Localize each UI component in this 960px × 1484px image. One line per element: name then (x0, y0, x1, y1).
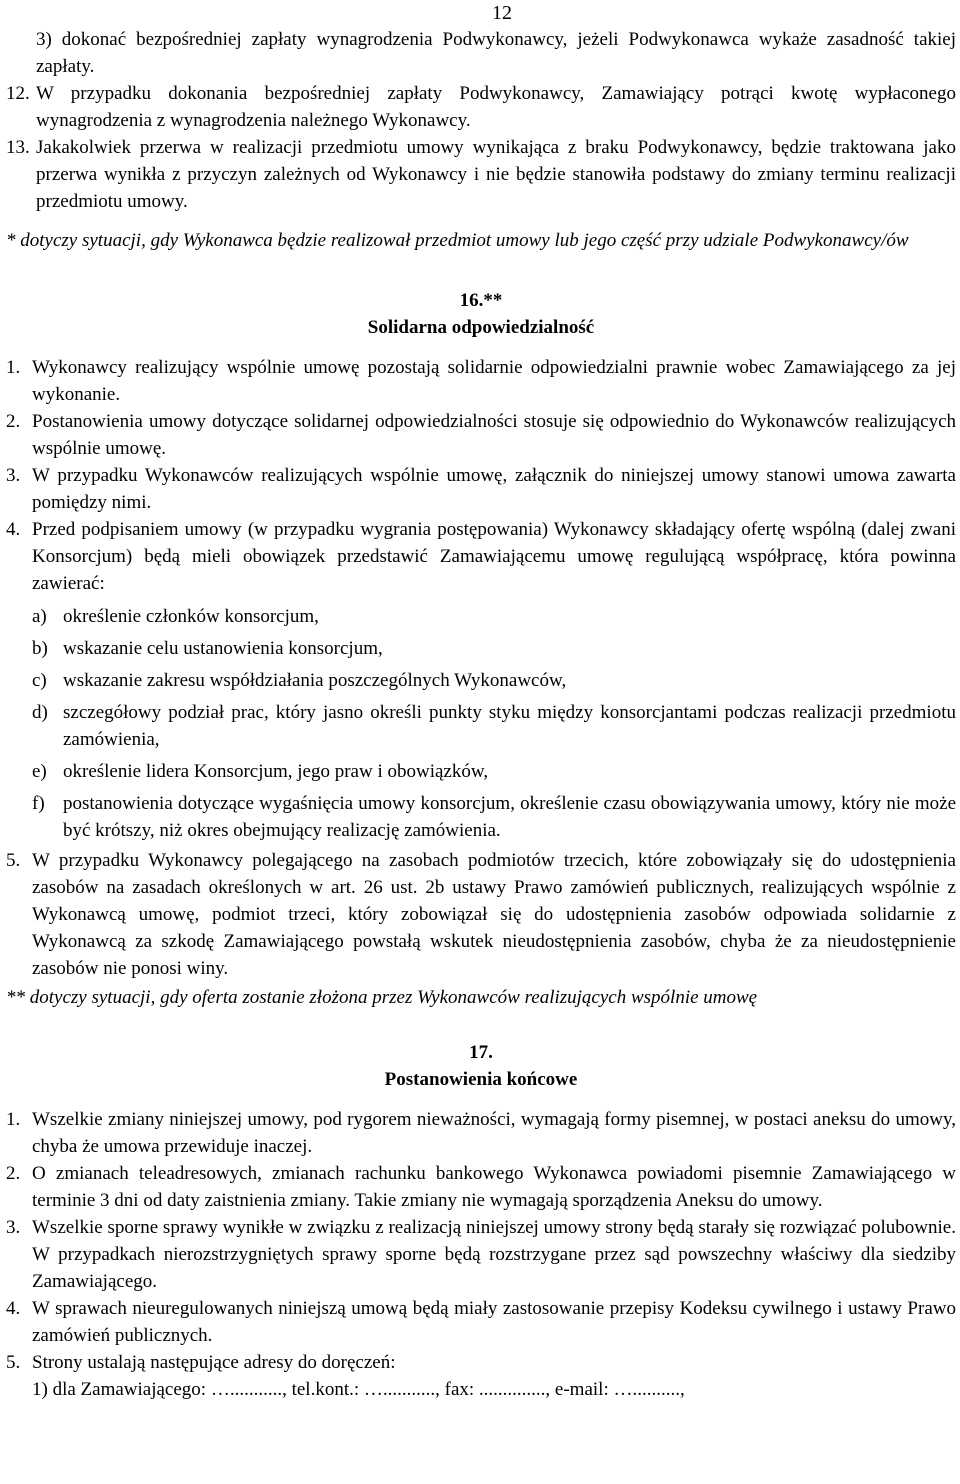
item-number: 13. (6, 137, 30, 158)
item-text: O zmianach teleadresowych, zmianach rachunku bankowego Wykonawca powiadomi pisemnie Zamawiającego w terminie 3 dni od daty zaistnienia zmiany. Takie zmiany nie wymagają sporządzenia Aneksu do umowy. (32, 1163, 956, 1211)
sub-item-text: wskazanie zakresu współdziałania poszczególnych Wykonawców, (63, 670, 567, 691)
sub-list-item (32, 603, 956, 630)
section-17-title: Postanowienia końcowe (384, 1069, 578, 1090)
sub-item-text: szczegółowy podział prac, który jasno określi punkty styku między konsorcjantami podczas realizacji przedmiotu zamówienia, (63, 702, 956, 750)
address-line-text: 1) dla Zamawiającego: …..........., tel.kont.: …..........., fax: .............., e-mail: ….........., (32, 1379, 685, 1400)
list-item (6, 134, 956, 215)
section-16-title: Solidarna odpowiedzialność (367, 317, 595, 338)
list-item (6, 80, 956, 134)
section-17-number: 17. (469, 1042, 493, 1063)
item-text: Jakakolwiek przerwa w realizacji przedmiotu umowy wynikająca z braku Podwykonawcy, będzie traktowana jako przerwa wynikła z przyczyn zależnych od Wykonawcy i nie będzie stanowiła podstawy do zmiany terminu realizacji przedmiotu umowy. (36, 137, 956, 212)
item-number: 3. (6, 465, 21, 486)
list-item (6, 26, 956, 80)
item-text: W przypadku Wykonawców realizujących wspólnie umowę, załącznik do niniejszej umowy stanowi umowa zawarta pomiędzy nimi. (32, 465, 956, 513)
list-item (6, 1349, 956, 1376)
sub-item-letter: d) (32, 702, 48, 723)
item-number: 12. (6, 83, 30, 104)
item-number: 5. (6, 1352, 21, 1373)
list-item (6, 1214, 956, 1295)
item-number: 4. (6, 1298, 21, 1319)
item-number: 2. (6, 411, 21, 432)
item-text: W sprawach nieuregulowanych niniejszą umową będą miały zastosowanie przepisy Kodeksu cywilnego i ustawy Prawo zamówień publicznych. (32, 1298, 956, 1346)
item-number: 1. (6, 1109, 21, 1130)
page-number: 12 (492, 2, 512, 24)
list-item (6, 462, 956, 516)
list-item (6, 408, 956, 462)
address-line (6, 1376, 956, 1403)
list-item (6, 516, 956, 597)
sub-item-letter: e) (32, 761, 47, 782)
sub-list-item (32, 790, 956, 844)
item-number: 3. (6, 1217, 21, 1238)
sub-item-letter: c) (32, 670, 47, 691)
sub-list-item (32, 635, 956, 662)
footnote-subcontractor: * dotyczy sytuacji, gdy Wykonawca będzie realizował przedmiot umowy lub jego część przy udziale Podwykonawcy/ów (6, 230, 909, 251)
item-number: 5. (6, 850, 21, 871)
item-text: Wszelkie zmiany niniejszej umowy, pod rygorem nieważności, wymagają formy pisemnej, w postaci aneksu do umowy, chyba że umowa przewiduje inaczej. (32, 1109, 956, 1157)
item-text: Postanowienia umowy dotyczące solidarnej odpowiedzialności stosuje się odpowiednio do Wykonawców realizujących wspólnie umowę. (32, 411, 956, 459)
item-text: Strony ustalają następujące adresy do doręczeń: (32, 1352, 396, 1373)
document-body (6, 26, 956, 1403)
list-item (6, 1295, 956, 1349)
sub-item-letter: b) (32, 638, 48, 659)
sub-item-letter: a) (32, 606, 47, 627)
footnote-consortium: ** dotyczy sytuacji, gdy oferta zostanie złożona przez Wykonawców realizujących wspólnie umowę (6, 987, 758, 1008)
item-text: Przed podpisaniem umowy (w przypadku wygrania postępowania) Wykonawcy składający ofertę wspólną (dalej zwani Konsorcjum) będą mieli obowiązek przedstawić Zamawiającemu umowę regulującą współpracę, która powinna zawierać: (32, 519, 956, 594)
item-text: Wszelkie sporne sprawy wynikłe w związku z realizacją niniejszej umowy strony będą starały się rozwiązać polubownie. W przypadkach nierozstrzygniętych sprawy sporne będą rozstrzygane przez sąd powszechny właściwy dla siedziby Zamawiającego. (32, 1217, 956, 1292)
sub-item-text: określenie członków konsorcjum, (63, 606, 319, 627)
item-text: W przypadku dokonania bezpośredniej zapłaty Podwykonawcy, Zamawiający potrąci kwotę wypłaconego wynagrodzenia z wynagrodzenia należnego Wykonawcy. (36, 83, 956, 131)
list-item (6, 354, 956, 408)
sub-item-text: postanowienia dotyczące wygaśnięcia umowy konsorcjum, określenie czasu obowiązywania umowy, który nie może być krótszy, niż okres obejmujący realizację zamówienia. (63, 793, 956, 841)
sub-item-text: wskazanie celu ustanowienia konsorcjum, (63, 638, 383, 659)
consortium-requirements-list (6, 603, 956, 844)
sub-list-item (32, 699, 956, 753)
list-item (6, 1106, 956, 1160)
sub-item-text: określenie lidera Konsorcjum, jego praw i obowiązków, (63, 761, 489, 782)
list-item (6, 1160, 956, 1214)
sub-item-letter: f) (32, 793, 45, 814)
item-number: 2. (6, 1163, 21, 1184)
section-16-number: 16.** (459, 290, 503, 311)
item-text: W przypadku Wykonawcy polegającego na zasobach podmiotów trzecich, które zobowiązały się do udostępnienia zasobów na zasadach określonych w art. 26 ust. 2b ustawy Prawo zamówień publicznych, realizujących wspólnie z Wykonawcą umowę, podmiot trzeci, który zobowiązał się do udostępnienia zasobów odpowiada solidarnie z Wykonawcą za szkodę Zamawiającego powstałą wskutek nieudostępnienia zasobów, chyba że za nieudostępnienie zasobów nie ponosi winy. (32, 850, 956, 979)
item-number: 1. (6, 357, 21, 378)
item-3-text: 3) dokonać bezpośredniej zapłaty wynagrodzenia Podwykonawcy, jeżeli Podwykonawca wykaże zasadność takiej zapłaty. (36, 29, 956, 77)
sub-list-item (32, 667, 956, 694)
sub-list-item (32, 758, 956, 785)
list-item (6, 847, 956, 982)
item-text: Wykonawcy realizujący wspólnie umowę pozostają solidarnie odpowiedzialni prawnie wobec Zamawiającego za jej wykonanie. (32, 357, 956, 405)
item-number: 4. (6, 519, 21, 540)
